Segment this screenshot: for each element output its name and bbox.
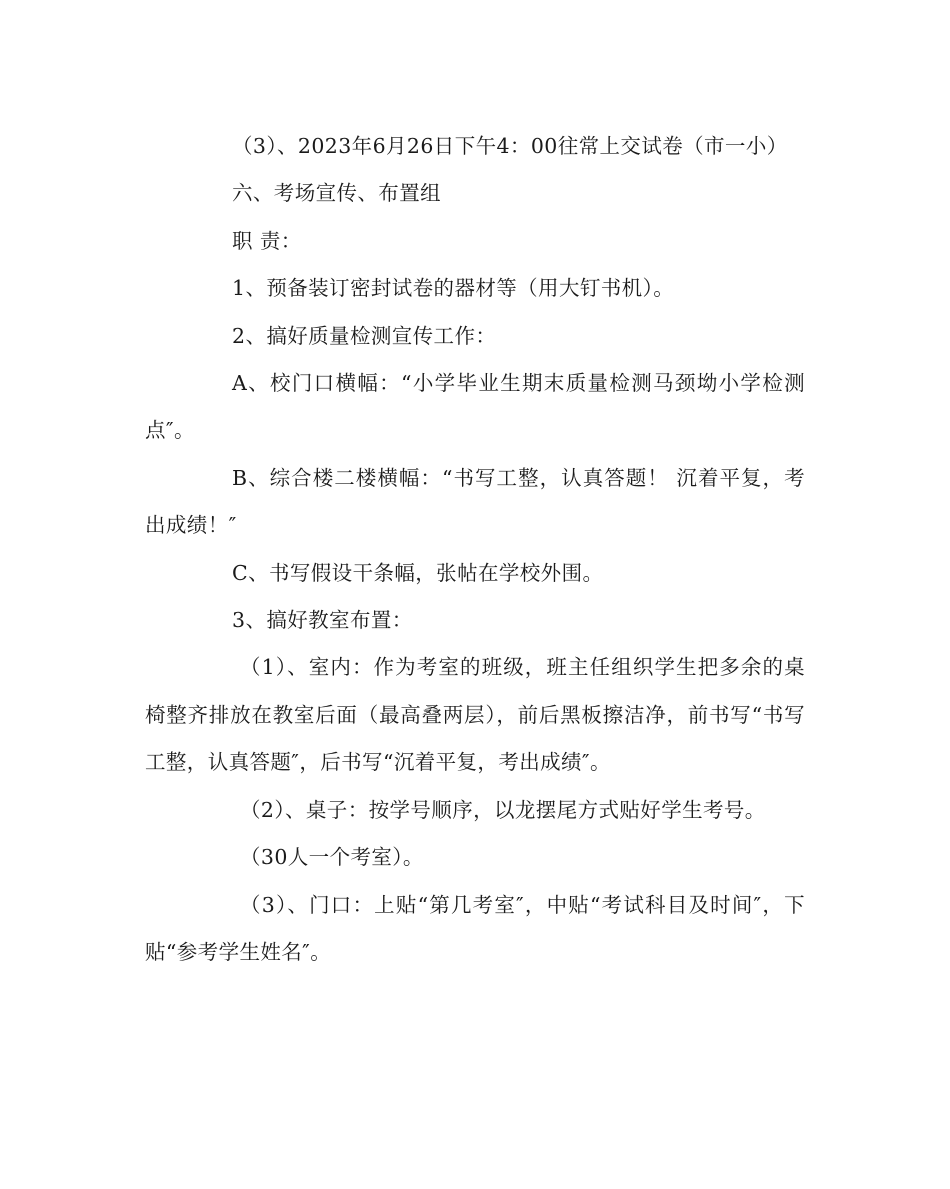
section-heading-exam-publicity: 六、考场宣传、布置组: [232, 181, 441, 206]
paragraph-subitem-2: （2）、桌子：按学号顺序，以龙摆尾方式贴好学生考号。: [240, 797, 766, 822]
paragraph-item-2: 2、搞好质量检测宣传工作：: [232, 323, 497, 348]
document-body: [145, 123, 805, 976]
paragraph-subitem-3: （3）、门口：上贴“第几考室″，中贴“考试科目及时间″，下贴“参考学生姓名″。: [145, 892, 805, 964]
paragraph-submit-papers: （3）、2023年6月26日下午4：00往常上交试卷（市一小）: [232, 134, 788, 158]
paragraph-subitem-2-note: （30人一个考室）。: [240, 845, 424, 870]
paragraph-item-b: B、综合楼二楼横幅：“书写工整，认真答题！ 沉着平复，考出成绩！″: [145, 465, 805, 538]
paragraph-duties-label: 职 责：: [232, 228, 302, 253]
paragraph-item-1: 1、预备装订密封试卷的器材等（用大钉书机）。: [232, 276, 675, 301]
paragraph-item-c: C、书写假设干条幅，张帖在学校外围。: [232, 560, 604, 585]
paragraph-subitem-1: （1）、室内：作为考室的班级，班主任组织学生把多余的桌椅整齐排放在教室后面（最高叠两层），前后黑板擦洁净，前书写“书写工整，认真答题″，后书写“沉着平复，考出成绩″。: [145, 655, 805, 775]
paragraph-item-3: 3、搞好教室布置：: [232, 608, 413, 633]
paragraph-item-a: A、校门口横幅：“小学毕业生期末质量检测马颈坳小学检测点″。: [145, 371, 805, 443]
